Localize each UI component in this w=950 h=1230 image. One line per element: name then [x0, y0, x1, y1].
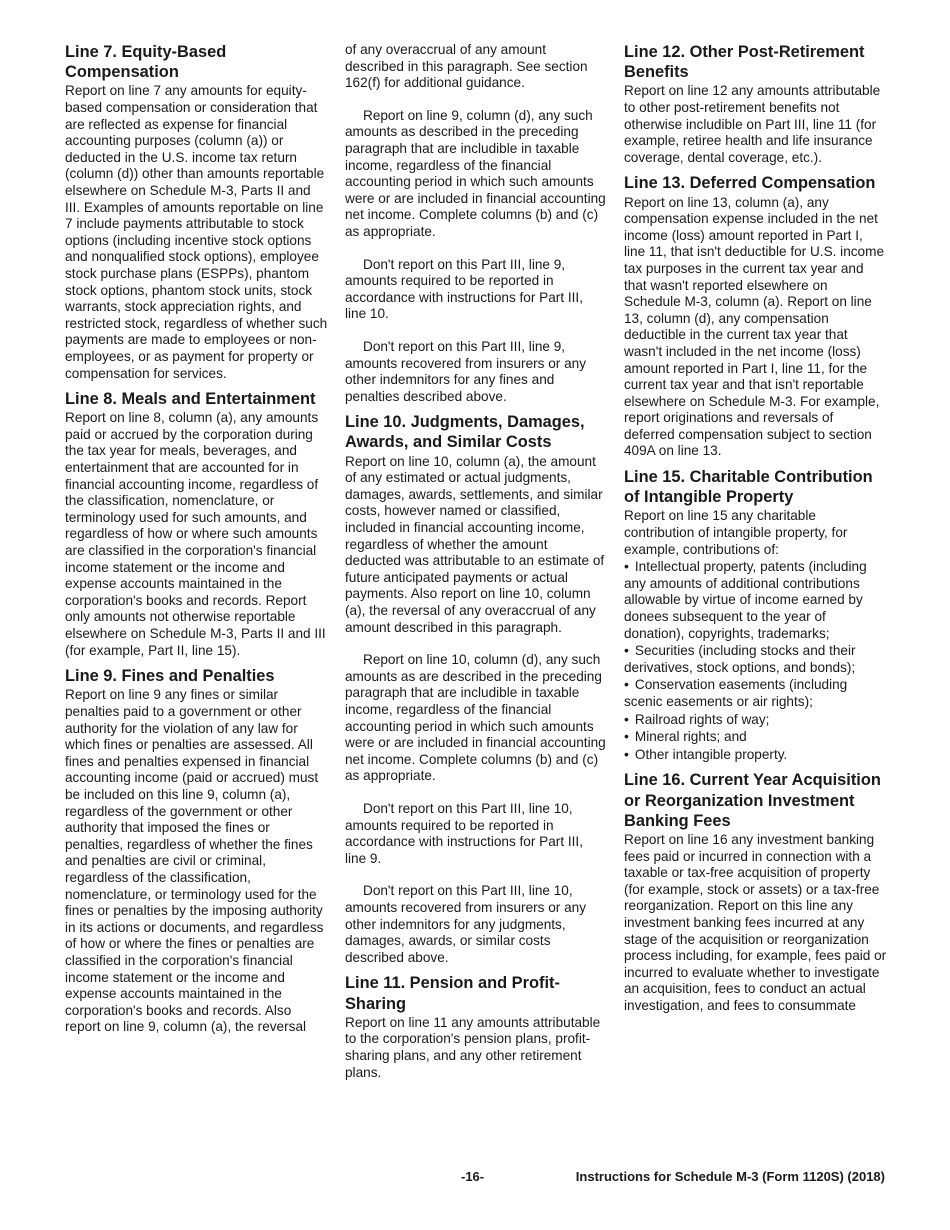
- section-line-11: [345, 973, 607, 1081]
- list-item: • Conservation easements (including scenic easements or air rights);: [624, 676, 887, 710]
- list-item: • Railroad rights of way;: [624, 711, 887, 729]
- line-15-text: Report on line 15 any charitable contribution of intangible property, for example, contributions of:: [624, 508, 848, 557]
- line-9-heading: Line 9. Fines and Penalties: [65, 667, 275, 686]
- page-number: -16-: [461, 1169, 485, 1184]
- line-12-text: Report on line 12 any amounts attributable to other post-retirement benefits not otherwise includible on Part III, line 11 (for example, retiree health and life insurance coverage, dental coverage, etc.).: [624, 83, 881, 165]
- line-9-paragraph-2: Report on line 9, column (d), any such amounts as described in the preceding paragraph that are includible in taxable income, regardless of the financial accounting period in which such amounts were or are included in financial accounting net income. Complete columns (b) and (c) as appropriate.: [345, 107, 606, 239]
- column-2: [345, 42, 607, 1088]
- column-1: [65, 42, 328, 1043]
- line-10-paragraph-4: Don't report on this Part III, line 10, amounts recovered from insurers or any other indemnitors for any judgments, damages, awards, or similar costs described above.: [345, 883, 587, 965]
- section-line-7: [65, 42, 328, 382]
- list-item: • Other intangible property.: [624, 746, 887, 764]
- line-7-heading: Line 7. Equity-Based Compensation: [65, 43, 227, 82]
- list-item: • Securities (including stocks and their derivatives, stock options, and bonds);: [624, 642, 887, 676]
- line-10-paragraph-3: Don't report on this Part III, line 10, amounts required to be reported in accordance with instructions for Part III, line 9.: [345, 800, 583, 866]
- line-11-heading: Line 11. Pension and Profit-Sharing: [345, 974, 560, 1013]
- line-11-text: Report on line 11 any amounts attributable to the corporation's pension plans, profit-sharing plans, and any other retirement plans.: [345, 1014, 601, 1080]
- section-line-13: [624, 173, 887, 460]
- line-9-paragraph-4: Don't report on this Part III, line 9, amounts recovered from insurers or any other indemnitors for any fines and penalties described above.: [345, 338, 587, 404]
- section-line-9-continued: [345, 42, 607, 405]
- line-13-heading: Line 13. Deferred Compensation: [624, 174, 876, 193]
- list-item: • Mineral rights; and: [624, 728, 887, 746]
- list-item: • Intellectual property, patents (including any amounts of additional contributions allowable by virtue of income earned by donees subsequent to the year of donation), copyrights, trademarks;: [624, 558, 887, 642]
- line-7-text: Report on line 7 any amounts for equity-based compensation or consideration that are reflected as expense for financial accounting purposes (column (a)) or deducted in the U.S. income tax return (column (d)) other than amounts reportable elsewhere on Schedule M-3, Parts II and III. Examples of amounts reportable on line 7 include payments attributable to stock options (including incentive stock options and nonqualified stock options), employee stock purchase plans (ESPPs), phantom stock options, phantom stock units, stock warrants, stock appreciation rights, and restricted stock, regardless of whether such payments are made to employees or non-employees, or as payment for property or compensation for services.: [65, 83, 328, 381]
- line-13-text: Report on line 13, column (a), any compensation expense included in the net income (loss) amount reported in Part I, line 11, that isn't deductible for U.S. income tax purposes in the current tax year and that wasn't reported elsewhere on Schedule M-3, column (a). Report on line 13, column (d), any compensation deductible in the current tax year that wasn't included in the net income (loss) amount reported in Part I, line 11, for the current tax year and that isn't reportable elsewhere on Schedule M-3. For example, report originations and reversals of deferred compensation subject to section 409A on line 13.: [624, 194, 885, 459]
- section-line-10: [345, 412, 607, 966]
- line-16-heading: Line 16. Current Year Acquisition or Reorganization Investment Banking Fees: [624, 771, 881, 830]
- line-15-heading: Line 15. Charitable Contribution of Intangible Property: [624, 468, 873, 507]
- section-line-16: [624, 770, 887, 1014]
- line-9-text: Report on line 9 any fines or similar penalties paid to a government or other authority for the violation of any law for which fines or penalties are assessed. All fines and penalties expensed in financial accounting income (paid or accrued) must be included on this line 9, column (a), regardless of the government or other authority that imposed the fines or penalties, regardless of whether the fines and penalties are civil or criminal, regardless of the classification, nomenclature, or terminology used for the fines or penalties by the imposing authority in its actions or documents, and regardless of how or where the fines or penalties are classified in the corporation's financial income statement or the income and expense accounts maintained in the corporation's books and records. Also report on line 9, column (a), the reversal: [65, 687, 324, 1035]
- section-line-15: [624, 467, 887, 763]
- section-line-12: [624, 42, 887, 166]
- line-10-heading: Line 10. Judgments, Damages, Awards, and Similar Costs: [345, 413, 585, 452]
- column-3: [624, 42, 887, 1022]
- document-title: Instructions for Schedule M-3 (Form 1120S) (2018): [575, 1169, 885, 1184]
- line-9-continued-text: of any overaccrual of any amount described in this paragraph. See section 162(f) for additional guidance.: [345, 42, 588, 91]
- line-15-bullet-list: [624, 558, 887, 763]
- section-line-9: [65, 666, 328, 1036]
- line-10-text: Report on line 10, column (a), the amount of any estimated or actual judgments, damages, awards, settlements, and similar costs, however named or classified, included in financial accounting income, regardless of whether the amount deducted was attributable to an estimate of future anticipated payments or actual payments. Also report on line 10, column (a), the reversal of any overaccrual of any amount described in this paragraph.: [345, 453, 605, 635]
- line-8-text: Report on line 8, column (a), any amounts paid or accrued by the corporation during the tax year for meals, beverages, and entertainment that are accounted for in financial accounting income, regardless of the classification, nomenclature, or terminology used for such amounts, and regardless of how or where such amounts are classified in the corporation's financial income statement or the income and expense accounts maintained in the corporation's books and records. Report only amounts not otherwise reportable elsewhere on Schedule M-3, Parts II and III (for example, Part II, line 15).: [65, 410, 326, 658]
- line-12-heading: Line 12. Other Post-Retirement Benefits: [624, 43, 865, 82]
- section-line-8: [65, 389, 328, 659]
- line-8-heading: Line 8. Meals and Entertainment: [65, 390, 316, 409]
- line-10-paragraph-2: Report on line 10, column (d), any such amounts as are described in the preceding paragraph that are includible in taxable income, regardless of the financial accounting period in which such amounts were or are included in financial accounting net income. Complete columns (b) and (c) as appropriate.: [345, 652, 606, 784]
- line-9-paragraph-3: Don't report on this Part III, line 9, amounts required to be reported in accordance with instructions for Part III, line 10.: [345, 256, 583, 322]
- line-16-text: Report on line 16 any investment banking fees paid or incurred in connection with a taxable or tax-free acquisition of property (for example, stock or assets) or a tax-free reorganization. Report on this line any investment banking fees incurred at any stage of the acquisition or reorganization process including, for example, fees paid or incurred to evaluate whether to investigate an acquisition, fees to conduct an actual investigation, and fees to consummate: [624, 832, 887, 1013]
